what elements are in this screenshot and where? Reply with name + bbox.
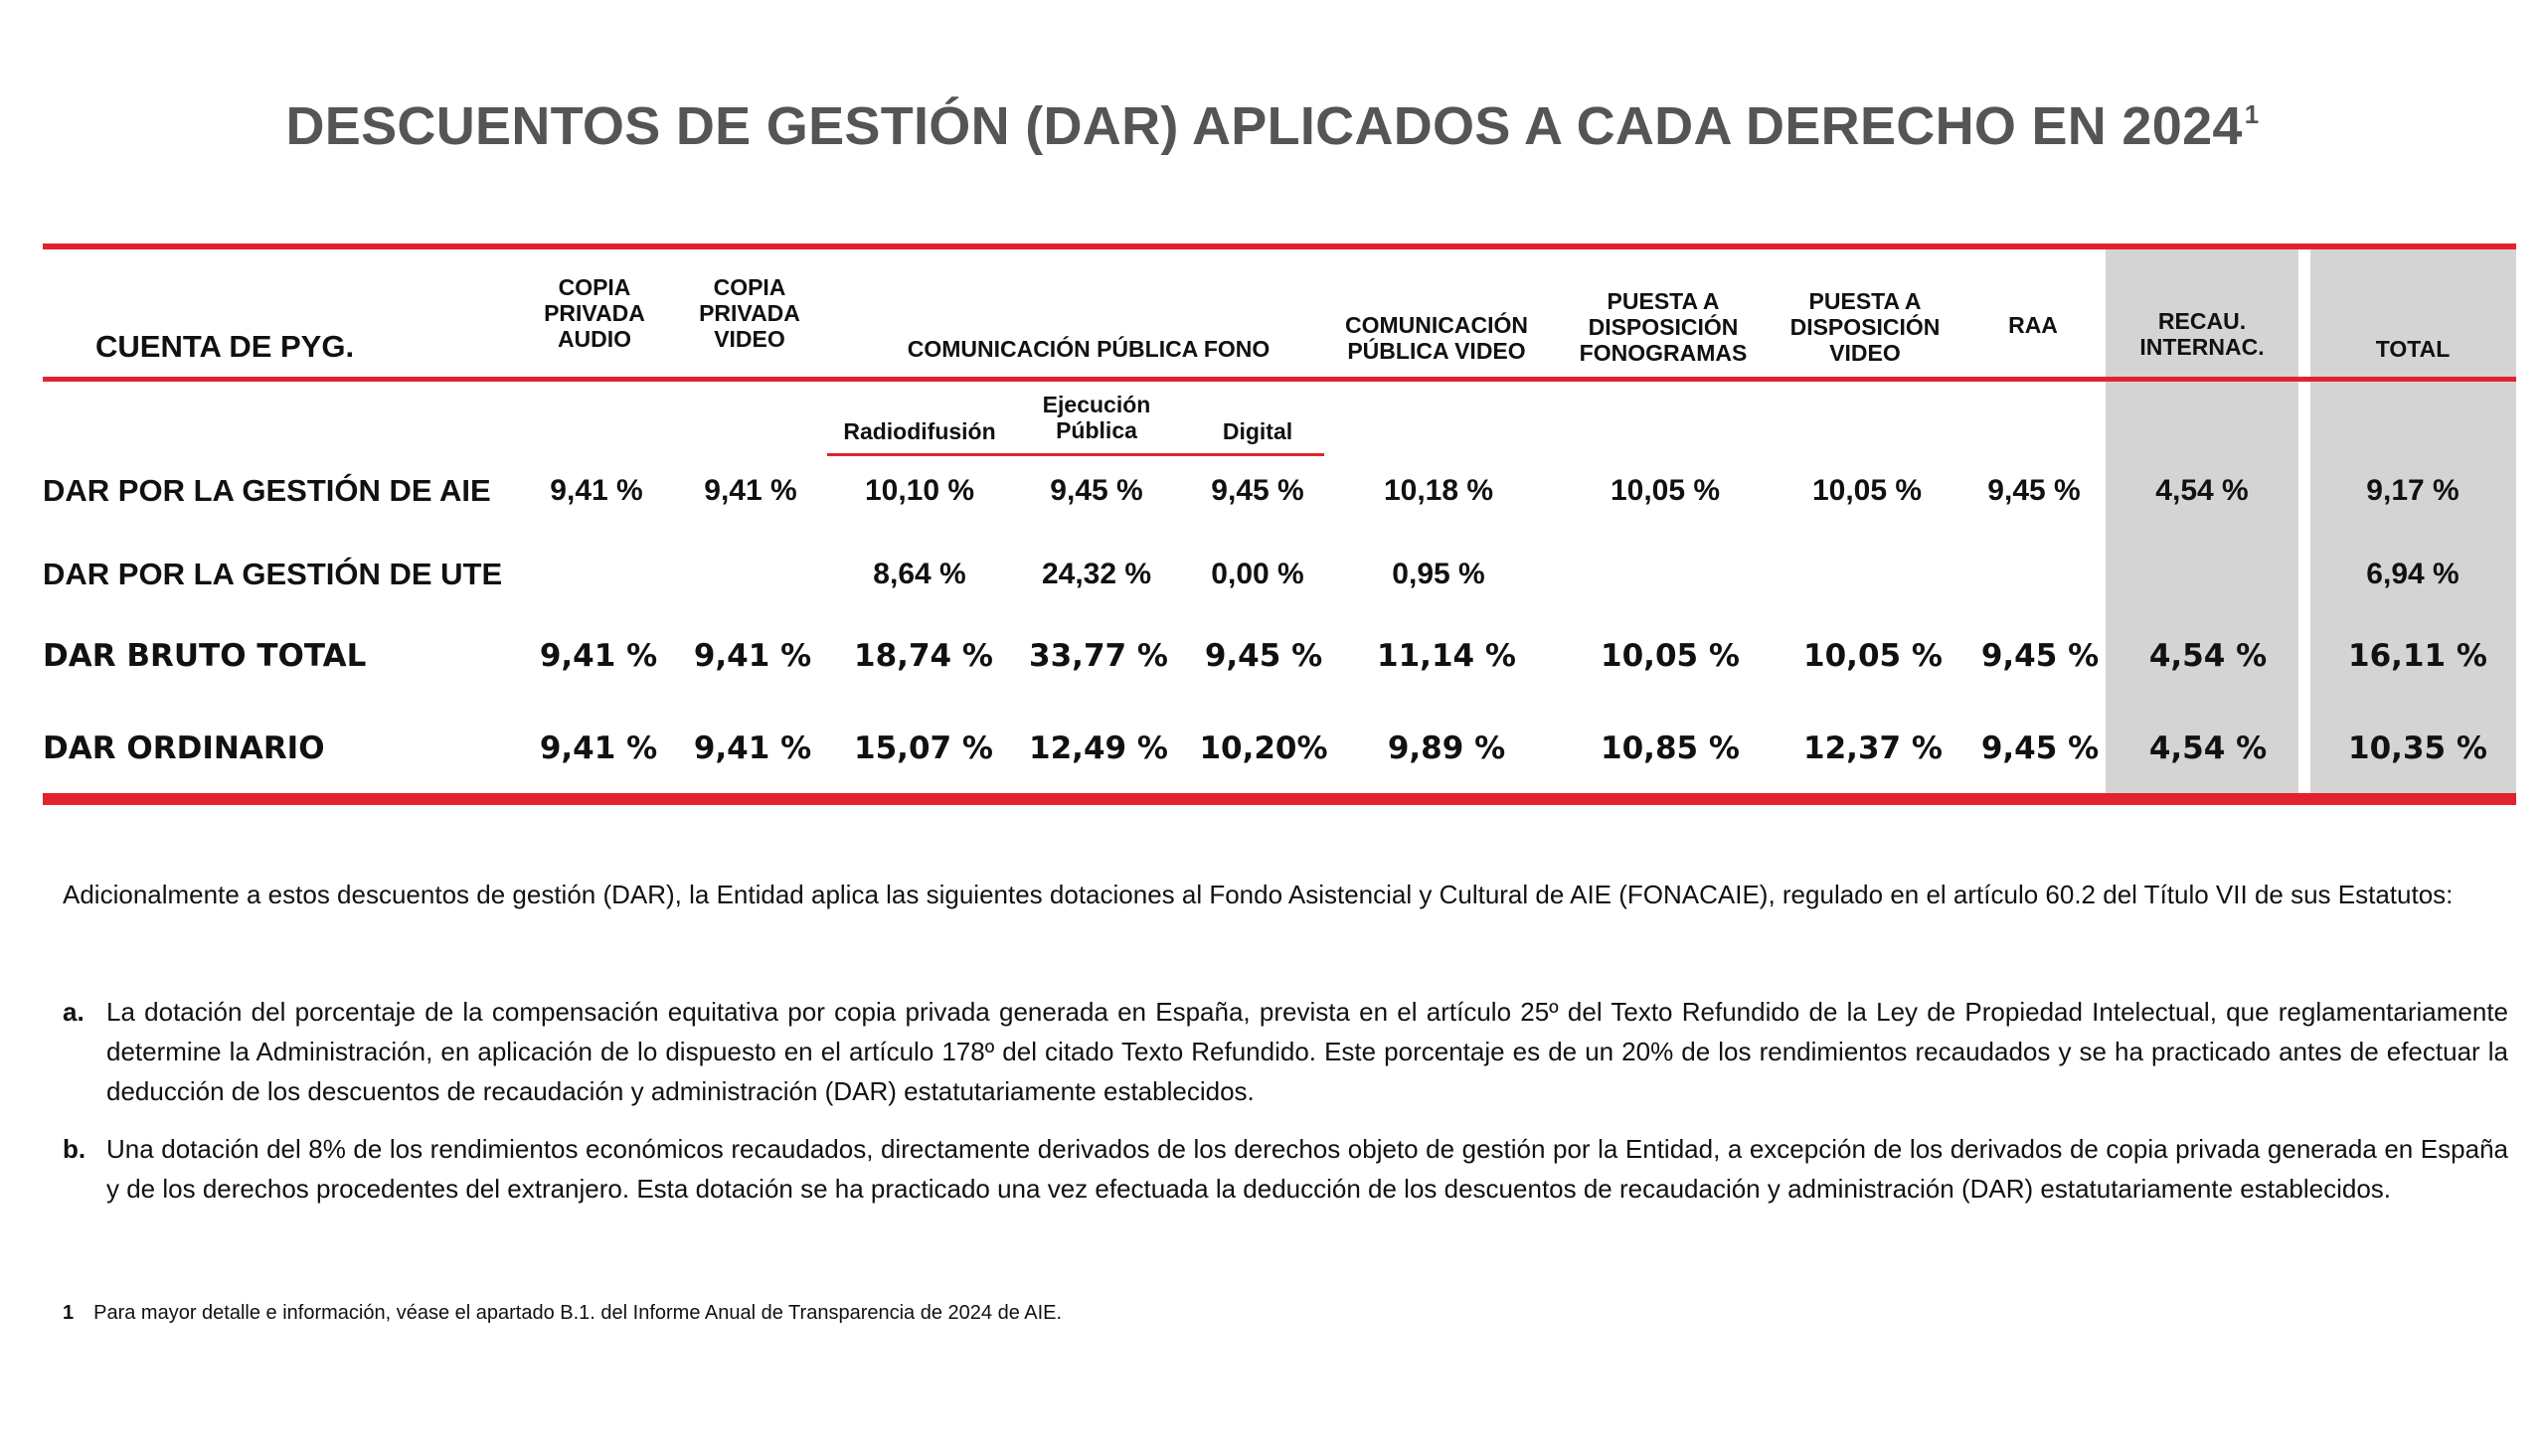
title-footnote-ref: 1	[2244, 99, 2260, 129]
header-total: TOTAL	[2375, 336, 2451, 362]
row-value: 18,74 %	[854, 638, 993, 674]
row-value: 9,89 %	[1387, 730, 1506, 766]
row-value: 12,37 %	[1803, 730, 1943, 766]
row-value: 4,54 %	[2148, 638, 2268, 674]
header-line: PUESTA A	[1808, 288, 1922, 314]
header-line: RECAU.	[2157, 308, 2247, 334]
header-line: DISPOSICIÓN	[1789, 314, 1941, 340]
header-line: COPIA	[558, 274, 631, 300]
row-value: 4,54 %	[2155, 474, 2249, 507]
header-line: PUESTA A	[1607, 288, 1720, 314]
subheader-digital: Digital	[1222, 418, 1293, 444]
subheader-ejecucion	[1043, 392, 1151, 443]
row-value: 12,49 %	[1029, 730, 1168, 766]
row-value: 10,20%	[1199, 730, 1328, 766]
row-value: 9,41 %	[550, 474, 643, 507]
row-value: 6,94 %	[2366, 558, 2460, 590]
com-fono-subheader-rule	[827, 453, 1324, 456]
note-item-b	[63, 1129, 2508, 1209]
row-value: 9,41 %	[693, 638, 812, 674]
total-column-shade	[2310, 248, 2516, 798]
table-bottom-rule	[43, 793, 2516, 805]
row-value: 10,85 %	[1601, 730, 1740, 766]
row-value: 10,10 %	[864, 474, 975, 507]
row-value: 9,41 %	[704, 474, 797, 507]
header-line: COPIA	[713, 274, 786, 300]
row-value: 10,18 %	[1383, 474, 1494, 507]
notes-intro: Adicionalmente a estos descuentos de gestión (DAR), la Entidad aplica las siguientes dotaciones al Fondo Asistencial y Cultural de AIE (FONACAIE), regulado en el artículo 60.2 del Título VII de sus Estatutos:	[63, 880, 2454, 909]
row-label: DAR POR LA GESTIÓN DE AIE	[43, 473, 491, 508]
row-value: 10,05 %	[1811, 474, 1923, 507]
row-value: 9,45 %	[1980, 730, 2100, 766]
header-raa: RAA	[2008, 312, 2058, 338]
note-text: La dotación del porcentaje de la compensación equitativa por copia privada generada en España, prevista en el artículo 25º del Texto Refundido de la Ley de Propiedad Intelectual, que reglamentariamente determine la Administración, en aplicación de lo dispuesto en el artículo 178º del citado Texto Refundido. Este porcentaje es de un 20% de los rendimientos recaudados y se ha practicado antes de efectuar la deducción de los descuentos de recaudación y administración (DAR) estatutariamente establecidos.	[106, 997, 2508, 1106]
header-puesta-video	[1790, 288, 1941, 366]
header-line: DISPOSICIÓN	[1588, 314, 1739, 340]
header-com-video	[1345, 312, 1528, 364]
note-item-a	[63, 992, 2508, 1111]
row-value: 33,77 %	[1029, 638, 1168, 674]
header-line: PÚBLICA VIDEO	[1347, 338, 1526, 364]
header-line: AUDIO	[557, 326, 632, 352]
subheader-line: Pública	[1056, 417, 1137, 443]
row-value: 10,05 %	[1601, 638, 1740, 674]
header-cuenta: CUENTA DE PYG.	[95, 329, 355, 364]
row-value: 9,45 %	[1987, 474, 2081, 507]
table-top-rule	[43, 243, 2516, 249]
row-value: 4,54 %	[2148, 730, 2268, 766]
row-value: 24,32 %	[1041, 558, 1152, 590]
header-line: FONOGRAMAS	[1579, 340, 1748, 366]
row-value: 9,45 %	[1050, 474, 1143, 507]
header-copia-video	[699, 274, 800, 352]
page-title	[0, 95, 2545, 157]
table-header-rule	[43, 377, 2516, 382]
row-value: 9,17 %	[2366, 474, 2460, 507]
row-value: 9,45 %	[1980, 638, 2100, 674]
row-label: DAR POR LA GESTIÓN DE UTE	[43, 557, 503, 591]
header-line: INTERNAC.	[2139, 334, 2265, 360]
note-marker: b.	[63, 1134, 86, 1164]
header-line: VIDEO	[714, 326, 785, 352]
row-value: 0,95 %	[1392, 558, 1485, 590]
row-value: 9,45 %	[1204, 638, 1323, 674]
row-value: 9,41 %	[539, 730, 658, 766]
header-line: COMUNICACIÓN	[1345, 312, 1528, 338]
row-value: 10,35 %	[2348, 730, 2487, 766]
note-marker: a.	[63, 997, 85, 1027]
subheader-line: Ejecución	[1042, 392, 1151, 417]
header-puesta-fono	[1580, 288, 1748, 366]
header-line: PRIVADA	[544, 300, 645, 326]
footnote-text: Para mayor detalle e información, véase el apartado B.1. del Informe Anual de Transparencia de 2024 de AIE.	[93, 1302, 1063, 1324]
row-value: 10,05 %	[1803, 638, 1943, 674]
note-text: Una dotación del 8% de los rendimientos económicos recaudados, directamente derivados de los derechos objeto de gestión por la Entidad, a excepción de los derivados de copia privada generada en España y de los derechos procedentes del extranjero. Esta dotación se ha practicado una vez efectuada la deducción de los descuentos de recaudación y administración (DAR) estatutariamente establecidos.	[106, 1134, 2508, 1204]
header-recau	[2139, 308, 2264, 360]
row-value: 10,05 %	[1610, 474, 1721, 507]
row-value: 9,45 %	[1211, 474, 1304, 507]
row-value: 0,00 %	[1211, 558, 1304, 590]
header-line: VIDEO	[1829, 340, 1901, 366]
row-label: DAR BRUTO TOTAL	[43, 638, 367, 674]
row-value: 11,14 %	[1377, 638, 1516, 674]
footnote-number: 1	[63, 1302, 75, 1324]
footnote	[63, 1302, 1062, 1325]
row-value: 9,41 %	[539, 638, 658, 674]
header-copia-audio	[544, 274, 645, 352]
subheader-radiodifusion: Radiodifusión	[843, 418, 996, 444]
header-com-fono: COMUNICACIÓN PÚBLICA FONO	[907, 336, 1271, 362]
row-value: 9,41 %	[693, 730, 812, 766]
row-label: DAR ORDINARIO	[43, 730, 325, 766]
row-value: 15,07 %	[854, 730, 993, 766]
row-value: 8,64 %	[873, 558, 966, 590]
title-text: DESCUENTOS DE GESTIÓN (DAR) APLICADOS A CADA DERECHO EN 2024	[285, 96, 2243, 156]
header-line: PRIVADA	[699, 300, 800, 326]
row-value: 16,11 %	[2348, 638, 2487, 674]
